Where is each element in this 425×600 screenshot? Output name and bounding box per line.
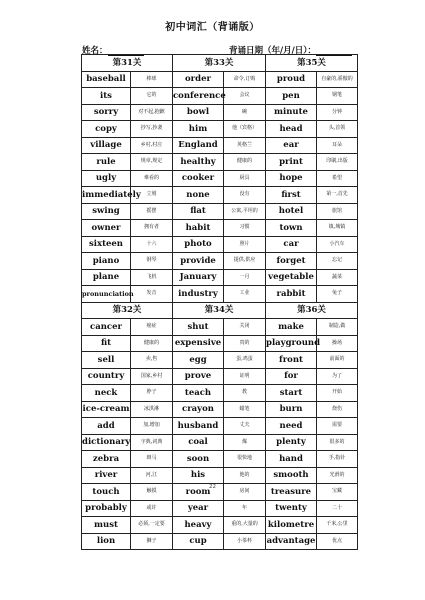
word-row [82,533,358,550]
chinese-meaning: 规章,规定 [131,154,173,171]
chinese-meaning: 旅馆 [317,203,358,220]
word-row [82,269,358,286]
chinese-meaning: 他的 [224,467,266,484]
english-word: ugly [82,170,131,187]
english-word: soon [173,451,224,468]
english-word: heavy [173,517,224,534]
chinese-meaning: 他（宾格） [224,121,266,138]
english-word: minute [266,104,317,121]
chinese-meaning: 河,江 [131,467,173,484]
chinese-meaning: 公寓,平坦的 [224,203,266,220]
chinese-meaning: 脖子 [131,385,173,402]
word-row [82,500,358,517]
english-word: teach [173,385,224,402]
english-word: proud [266,71,317,88]
english-word: probably [82,500,131,517]
chinese-meaning: 优点 [317,533,358,550]
chinese-meaning: 必须,一定要 [131,517,173,534]
word-row [82,352,358,369]
chinese-meaning: 狮子 [131,533,173,550]
english-word: shut [173,319,224,336]
chinese-meaning: 手,指针 [317,451,358,468]
word-row [82,368,358,385]
chinese-meaning: 命令,订购 [224,71,266,88]
english-word: dictionary [82,434,131,451]
english-word: smooth [266,467,317,484]
chinese-meaning: 烧伤 [317,401,358,418]
english-word: baseball [82,71,131,88]
chinese-meaning: 国家,乡村 [131,368,173,385]
word-row [82,137,358,154]
chinese-meaning: 操场 [317,335,358,352]
chinese-meaning: 重的,大量的 [224,517,266,534]
english-word: piano [82,253,131,270]
english-word: print [266,154,317,171]
chinese-meaning: 小茶杯 [224,533,266,550]
word-row [82,236,358,253]
english-word: coal [173,434,224,451]
chinese-meaning: 碗 [224,104,266,121]
chinese-meaning: 健康的 [131,335,173,352]
chinese-meaning: 光滑的 [317,467,358,484]
english-word: pen [266,88,317,105]
english-word: car [266,236,317,253]
chinese-meaning: 教 [224,385,266,402]
chinese-meaning: 自豪的,骄傲的 [317,71,358,88]
word-row [82,385,358,402]
chinese-meaning: 贵的 [224,335,266,352]
lesson-header-row [82,55,358,72]
word-row [82,154,358,171]
english-word: England [173,137,224,154]
vocab-body [82,55,358,550]
word-row [82,187,358,204]
chinese-meaning: 忘记 [317,253,358,270]
chinese-meaning: 小汽车 [317,236,358,253]
chinese-meaning: 冰淇淋 [131,401,173,418]
english-word: sixteen [82,236,131,253]
english-word: must [82,517,131,534]
english-word: cancer [82,319,131,336]
english-word: none [173,187,224,204]
english-word: rule [82,154,131,171]
chinese-meaning: 厨具 [224,170,266,187]
english-word: hotel [266,203,317,220]
word-row [82,104,358,121]
chinese-meaning: 房间 [224,484,266,501]
english-word: rabbit [266,286,317,303]
word-row [82,335,358,352]
english-word: burn [266,401,317,418]
english-word: prove [173,368,224,385]
english-word: ice-cream [82,401,131,418]
chinese-meaning: 健康的 [224,154,266,171]
word-row [82,418,358,435]
lesson-title: 第31关 [82,55,173,72]
word-row [82,170,358,187]
word-row [82,319,358,336]
date-label: 背诵日期（年/月/日）： [229,46,316,56]
lesson-header-row [82,302,358,319]
chinese-meaning: 丈夫 [224,418,266,435]
word-row [82,467,358,484]
chinese-meaning: 制造,做 [317,319,358,336]
chinese-meaning: 字典,词典 [131,434,173,451]
english-word: sorry [82,104,131,121]
name-label: 姓名： [82,46,108,56]
english-word: sell [82,352,131,369]
english-word: head [266,121,317,138]
english-word: habit [173,220,224,237]
chinese-meaning: 镇,城镇 [317,220,358,237]
chinese-meaning: 蛋,鸡蛋 [224,352,266,369]
english-word: need [266,418,317,435]
chinese-meaning: 一月 [224,269,266,286]
english-word: swing [82,203,131,220]
word-row [82,451,358,468]
english-word: vegetable [266,269,317,286]
chinese-meaning: 开始 [317,385,358,402]
english-word: cup [173,533,224,550]
chinese-meaning: 触摸 [131,484,173,501]
english-word: fit [82,335,131,352]
english-word: make [266,319,317,336]
chinese-meaning: 希望 [317,170,358,187]
word-row [82,203,358,220]
chinese-meaning: 二十 [317,500,358,517]
english-word: town [266,220,317,237]
lesson-title: 第34关 [173,302,266,319]
word-row [82,517,358,534]
chinese-meaning: 钢琴 [131,253,173,270]
chinese-meaning: 它的 [131,88,173,105]
chinese-meaning: 摇摆 [131,203,173,220]
chinese-meaning: 加,增加 [131,418,173,435]
chinese-meaning: 关闭 [224,319,266,336]
english-word: photo [173,236,224,253]
chinese-meaning: 煤 [224,434,266,451]
word-row [82,434,358,451]
chinese-meaning: 前面的 [317,352,358,369]
english-word: country [82,368,131,385]
english-word: egg [173,352,224,369]
english-word: conference [173,88,224,105]
chinese-meaning: 证明 [224,368,266,385]
page-title: 初中词汇（背诵版） [165,22,260,33]
chinese-meaning: 蜡笔 [224,401,266,418]
english-word: flat [173,203,224,220]
english-word: zebra [82,451,131,468]
chinese-meaning: 没有 [224,187,266,204]
english-word: add [82,418,131,435]
chinese-meaning: 很快地 [224,451,266,468]
word-row [82,71,358,88]
chinese-meaning: 癌症 [131,319,173,336]
chinese-meaning: 发音 [131,286,173,303]
english-word: room [173,484,224,501]
chinese-meaning: 卖,售 [131,352,173,369]
english-word: its [82,88,131,105]
chinese-meaning: 兔子 [317,286,358,303]
chinese-meaning: 年 [224,500,266,517]
word-row [82,121,358,138]
chinese-meaning: 难看的 [131,170,173,187]
chinese-meaning: 对不起,抱歉 [131,104,173,121]
chinese-meaning: 宝藏 [317,484,358,501]
english-word: treasure [266,484,317,501]
english-word: owner [82,220,131,237]
word-row [82,286,358,303]
english-word: first [266,187,317,204]
chinese-meaning: 飞机 [131,269,173,286]
chinese-meaning: 耳朵 [317,137,358,154]
english-word: January [173,269,224,286]
english-word: provide [173,253,224,270]
chinese-meaning: 拥有者 [131,220,173,237]
english-word: lion [82,533,131,550]
chinese-meaning: 英格兰 [224,137,266,154]
chinese-meaning: 钢笔 [317,88,358,105]
english-word: hand [266,451,317,468]
english-word: plane [82,269,131,286]
word-row [82,220,358,237]
english-word: playground [266,335,317,352]
english-word: twenty [266,500,317,517]
english-word: advantage [266,533,317,550]
english-word: forget [266,253,317,270]
word-row [82,401,358,418]
chinese-meaning: 棒球 [131,71,173,88]
english-word: village [82,137,131,154]
lesson-title: 第32关 [82,302,173,319]
english-word: for [266,368,317,385]
english-word: year [173,500,224,517]
chinese-meaning: 习惯 [224,220,266,237]
english-word: neck [82,385,131,402]
english-word: hope [266,170,317,187]
chinese-meaning: 十六 [131,236,173,253]
english-word: touch [82,484,131,501]
english-word: front [266,352,317,369]
chinese-meaning: 会议 [224,88,266,105]
english-word: bowl [173,104,224,121]
english-word: husband [173,418,224,435]
chinese-meaning: 抄写,抄袭 [131,121,173,138]
english-word: crayon [173,401,224,418]
chinese-meaning: 头,首领 [317,121,358,138]
english-word: pronunciation [82,286,131,303]
english-word: start [266,385,317,402]
english-word: him [173,121,224,138]
chinese-meaning: 千米,公里 [317,517,358,534]
english-word: his [173,467,224,484]
english-word: cooker [173,170,224,187]
vocab-table [81,54,358,550]
chinese-meaning: 第一,首先 [317,187,358,204]
english-word: expensive [173,335,224,352]
chinese-meaning: 工业 [224,286,266,303]
english-word: immediately [82,187,131,204]
lesson-title: 第36关 [266,302,358,319]
word-row [82,253,358,270]
lesson-title: 第33关 [173,55,266,72]
page-number: 22 [209,484,216,490]
english-word: plenty [266,434,317,451]
chinese-meaning: 为了 [317,368,358,385]
english-word: ear [266,137,317,154]
chinese-meaning: 斑马 [131,451,173,468]
chinese-meaning: 乡村,村庄 [131,137,173,154]
english-word: healthy [173,154,224,171]
english-word: kilometre [266,517,317,534]
chinese-meaning: 很多的 [317,434,358,451]
word-row [82,88,358,105]
chinese-meaning: 印刷,出版 [317,154,358,171]
lesson-title: 第35关 [266,55,358,72]
chinese-meaning: 蔬菜 [317,269,358,286]
chinese-meaning: 或许 [131,500,173,517]
chinese-meaning: 照片 [224,236,266,253]
english-word: copy [82,121,131,138]
chinese-meaning: 需要 [317,418,358,435]
chinese-meaning: 立刻 [131,187,173,204]
english-word: order [173,71,224,88]
chinese-meaning: 提供,供应 [224,253,266,270]
english-word: industry [173,286,224,303]
english-word: river [82,467,131,484]
chinese-meaning: 分钟 [317,104,358,121]
